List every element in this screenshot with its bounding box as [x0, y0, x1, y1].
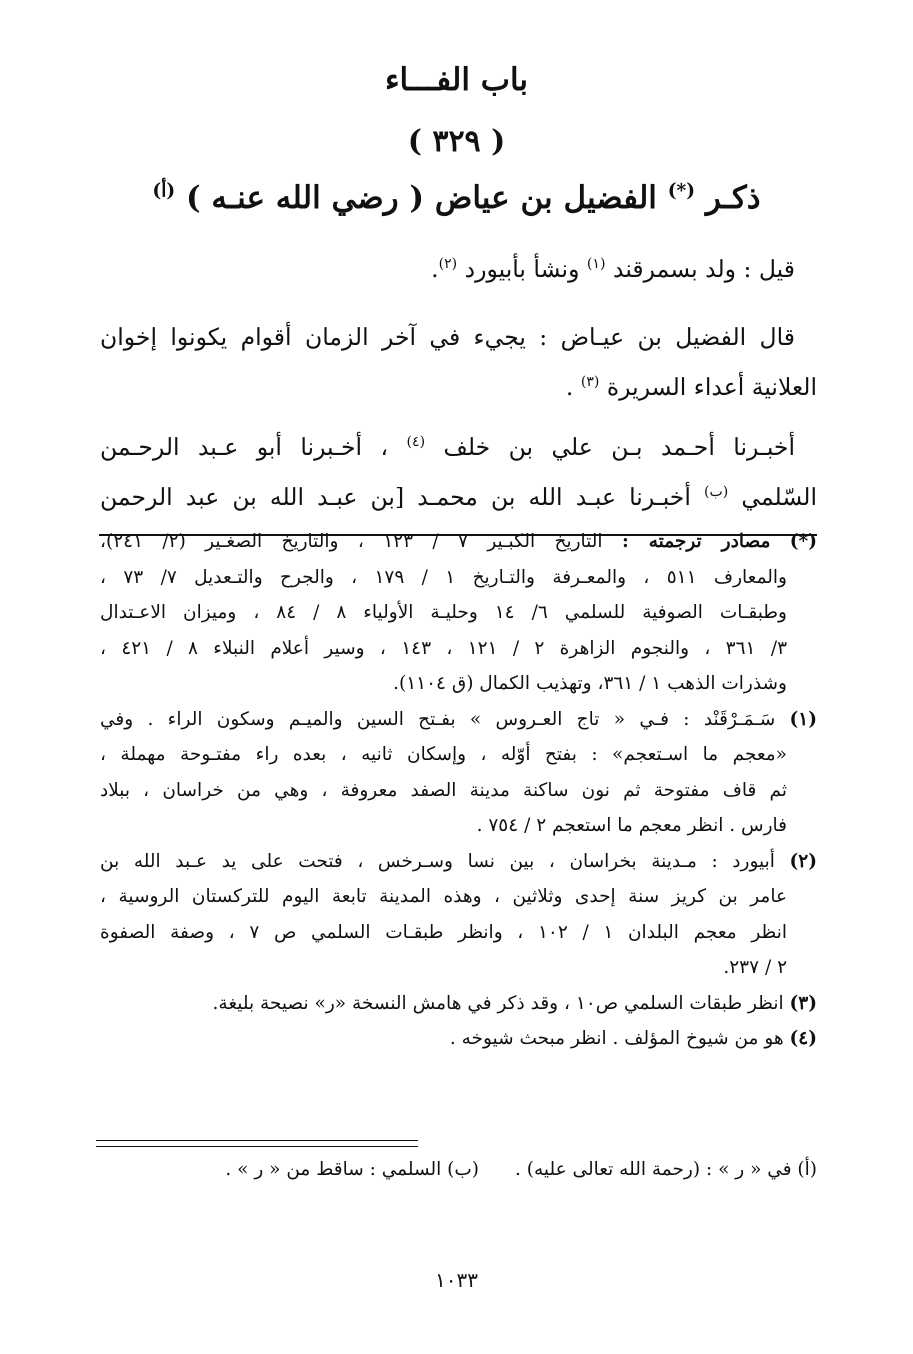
footnote-mark: (٤): [789, 1028, 817, 1049]
text-span: هو من شيوخ المؤلف . انظر مبحث شيوخه .: [449, 1028, 784, 1049]
paragraph-isnad: [100, 422, 817, 522]
text-span: انظر طبقات السلمي ص١٠ ، وقد ذكر في هامش النسخة «ر» نصيحة بليغة.: [212, 992, 784, 1014]
text-span: التاريخ الكبـير ٧ / ١٢٣ ، والتاريخ الصغـير (٢/ ٢٤١)،: [100, 531, 603, 552]
text-span: ، أخـبرنا أبو عـبد الرحـمن: [100, 433, 389, 461]
text-span: .: [565, 373, 574, 401]
footnote-line: والمعارف ٥١١ ، والمعـرفة والتـاريخ ١ / ١٧٩ ، والجرح والتـعديل ٧/ ٧٣ ،: [100, 566, 787, 588]
paragraph-line: [100, 362, 817, 412]
text-span: أخبـرنا عبـد الله بن محمـد [بن عبـد الله بن عبد الرحمن: [100, 483, 691, 511]
footnote-line: [100, 844, 817, 880]
variant-note-a: (أ) في « ر » : (رحمة الله تعالى عليه) .: [515, 1159, 817, 1180]
entry-heading: [80, 180, 833, 216]
entry-heading-star: (*): [667, 180, 696, 202]
entry-heading-ref: (أ): [152, 180, 176, 202]
footnote-mark: (١): [789, 708, 817, 730]
paragraph-birth: [100, 244, 817, 294]
text-span: ونشأ بأبيورد: [464, 255, 580, 283]
footnote-1: [100, 702, 817, 844]
text-span: أخبـرنا أحـمد بـن علي بن خلف: [443, 433, 795, 461]
footnote-line: [100, 524, 817, 560]
text-span: سَـمَـرْقَنْد : فـي « تاج العـروس » بفـتح السين والميـم وسكون الراء . وفي: [100, 708, 776, 730]
entry-number: ( ٣٢٩ ): [407, 124, 506, 159]
paragraph-line: قال الفضيل بن عيـاض : يجيء في آخر الزمان أقوام يكونوا إخوان: [100, 323, 795, 351]
footnote-ref: (٢): [438, 256, 458, 273]
text-span: قيل : ولد بسمرقند: [612, 255, 795, 283]
footnote-line: وشذرات الذهب ١ / ٣٦١، وتهذيب الكمال (ق ١١٠٤).: [393, 673, 787, 694]
chapter-title: باب الفـــاء: [384, 62, 529, 98]
footnote-sources: [100, 524, 817, 702]
footnote-lead: مصادر ترجمته :: [621, 531, 771, 552]
footnote-line: فارس . انظر معجم ما استعجم ٢ / ٧٥٤ .: [476, 815, 787, 836]
footnote-line: ٣/ ٣٦١ ، والنجوم الزاهرة ٢ / ١٢١ ، ١٤٣ ، وسير أعلام النبلاء ٨ / ٤٢١ ،: [100, 637, 787, 659]
variant-notes: [100, 1152, 817, 1188]
footnote-ref: (٣): [580, 374, 600, 391]
paragraph-line: [100, 244, 817, 294]
footnote-mark: (*): [789, 531, 817, 552]
footnote-line: [100, 1021, 817, 1057]
footnote-line: [100, 986, 817, 1022]
footnote-mark: (٣): [789, 992, 817, 1014]
footnote-mark: (٢): [789, 850, 817, 872]
footnote-line: عامر بن كريز سنة إحدى وثلاثين ، وهذه المدينة تابعة اليوم للتركستان الروسية ،: [100, 886, 787, 907]
footnotes: [100, 524, 817, 1057]
entry-heading-prefix: ذكـر: [705, 180, 761, 216]
text-span: أبيورد : مـدينة بخراسان ، بين نسا وسـرخس ، فتحت على يد عـبد الله بن: [100, 850, 775, 872]
footnote-line: «معجم ما اسـتعجم» : بفتح أوّله ، وإسكان ثانيه ، بعده راء مفتـوحة مهملة ،: [100, 744, 787, 765]
paragraph-line: [100, 422, 817, 472]
footnote-2: [100, 844, 817, 986]
footnote-4: [100, 1021, 817, 1057]
footnote-line: ثم قاف مفتوحة ثم نون ساكنة مدينة الصفد معروفة ، وهي من خراسان ، ببلاد: [100, 779, 787, 801]
paragraph-line: [100, 472, 817, 522]
text-span: .: [431, 255, 439, 283]
text-span: العلانية أعداء السريرة: [606, 373, 817, 401]
entry-heading-name: الفضيل بن عياض ( رضي الله عنـه ): [185, 180, 657, 216]
footnote-line: [100, 702, 817, 738]
page-number: ١٠٣٣: [435, 1268, 478, 1292]
footnote-ref: (ب): [703, 484, 729, 501]
footnote-3: [100, 986, 817, 1022]
footnote-line: ٢ / ٢٣٧.: [723, 957, 787, 978]
text-span: السّلمي: [741, 483, 817, 511]
footnote-line: وطبقـات الصوفية للسلمي ٦/ ١٤ وحليـة الأولياء ٨ / ٨٤ ، وميزان الاعـتدال: [100, 602, 787, 623]
footnote-ref: (٤): [406, 434, 426, 451]
footnote-ref: (١): [586, 256, 606, 273]
paragraph-saying: [100, 312, 817, 412]
variant-note-b: (ب) السلمي : ساقط من « ر » .: [225, 1159, 479, 1180]
variant-divider: [96, 1140, 418, 1147]
footnote-line: انظر معجم البلدان ١ / ١٠٢ ، وانظر طبقـات السلمي ص ٧ ، وصفة الصفوة: [100, 921, 788, 943]
